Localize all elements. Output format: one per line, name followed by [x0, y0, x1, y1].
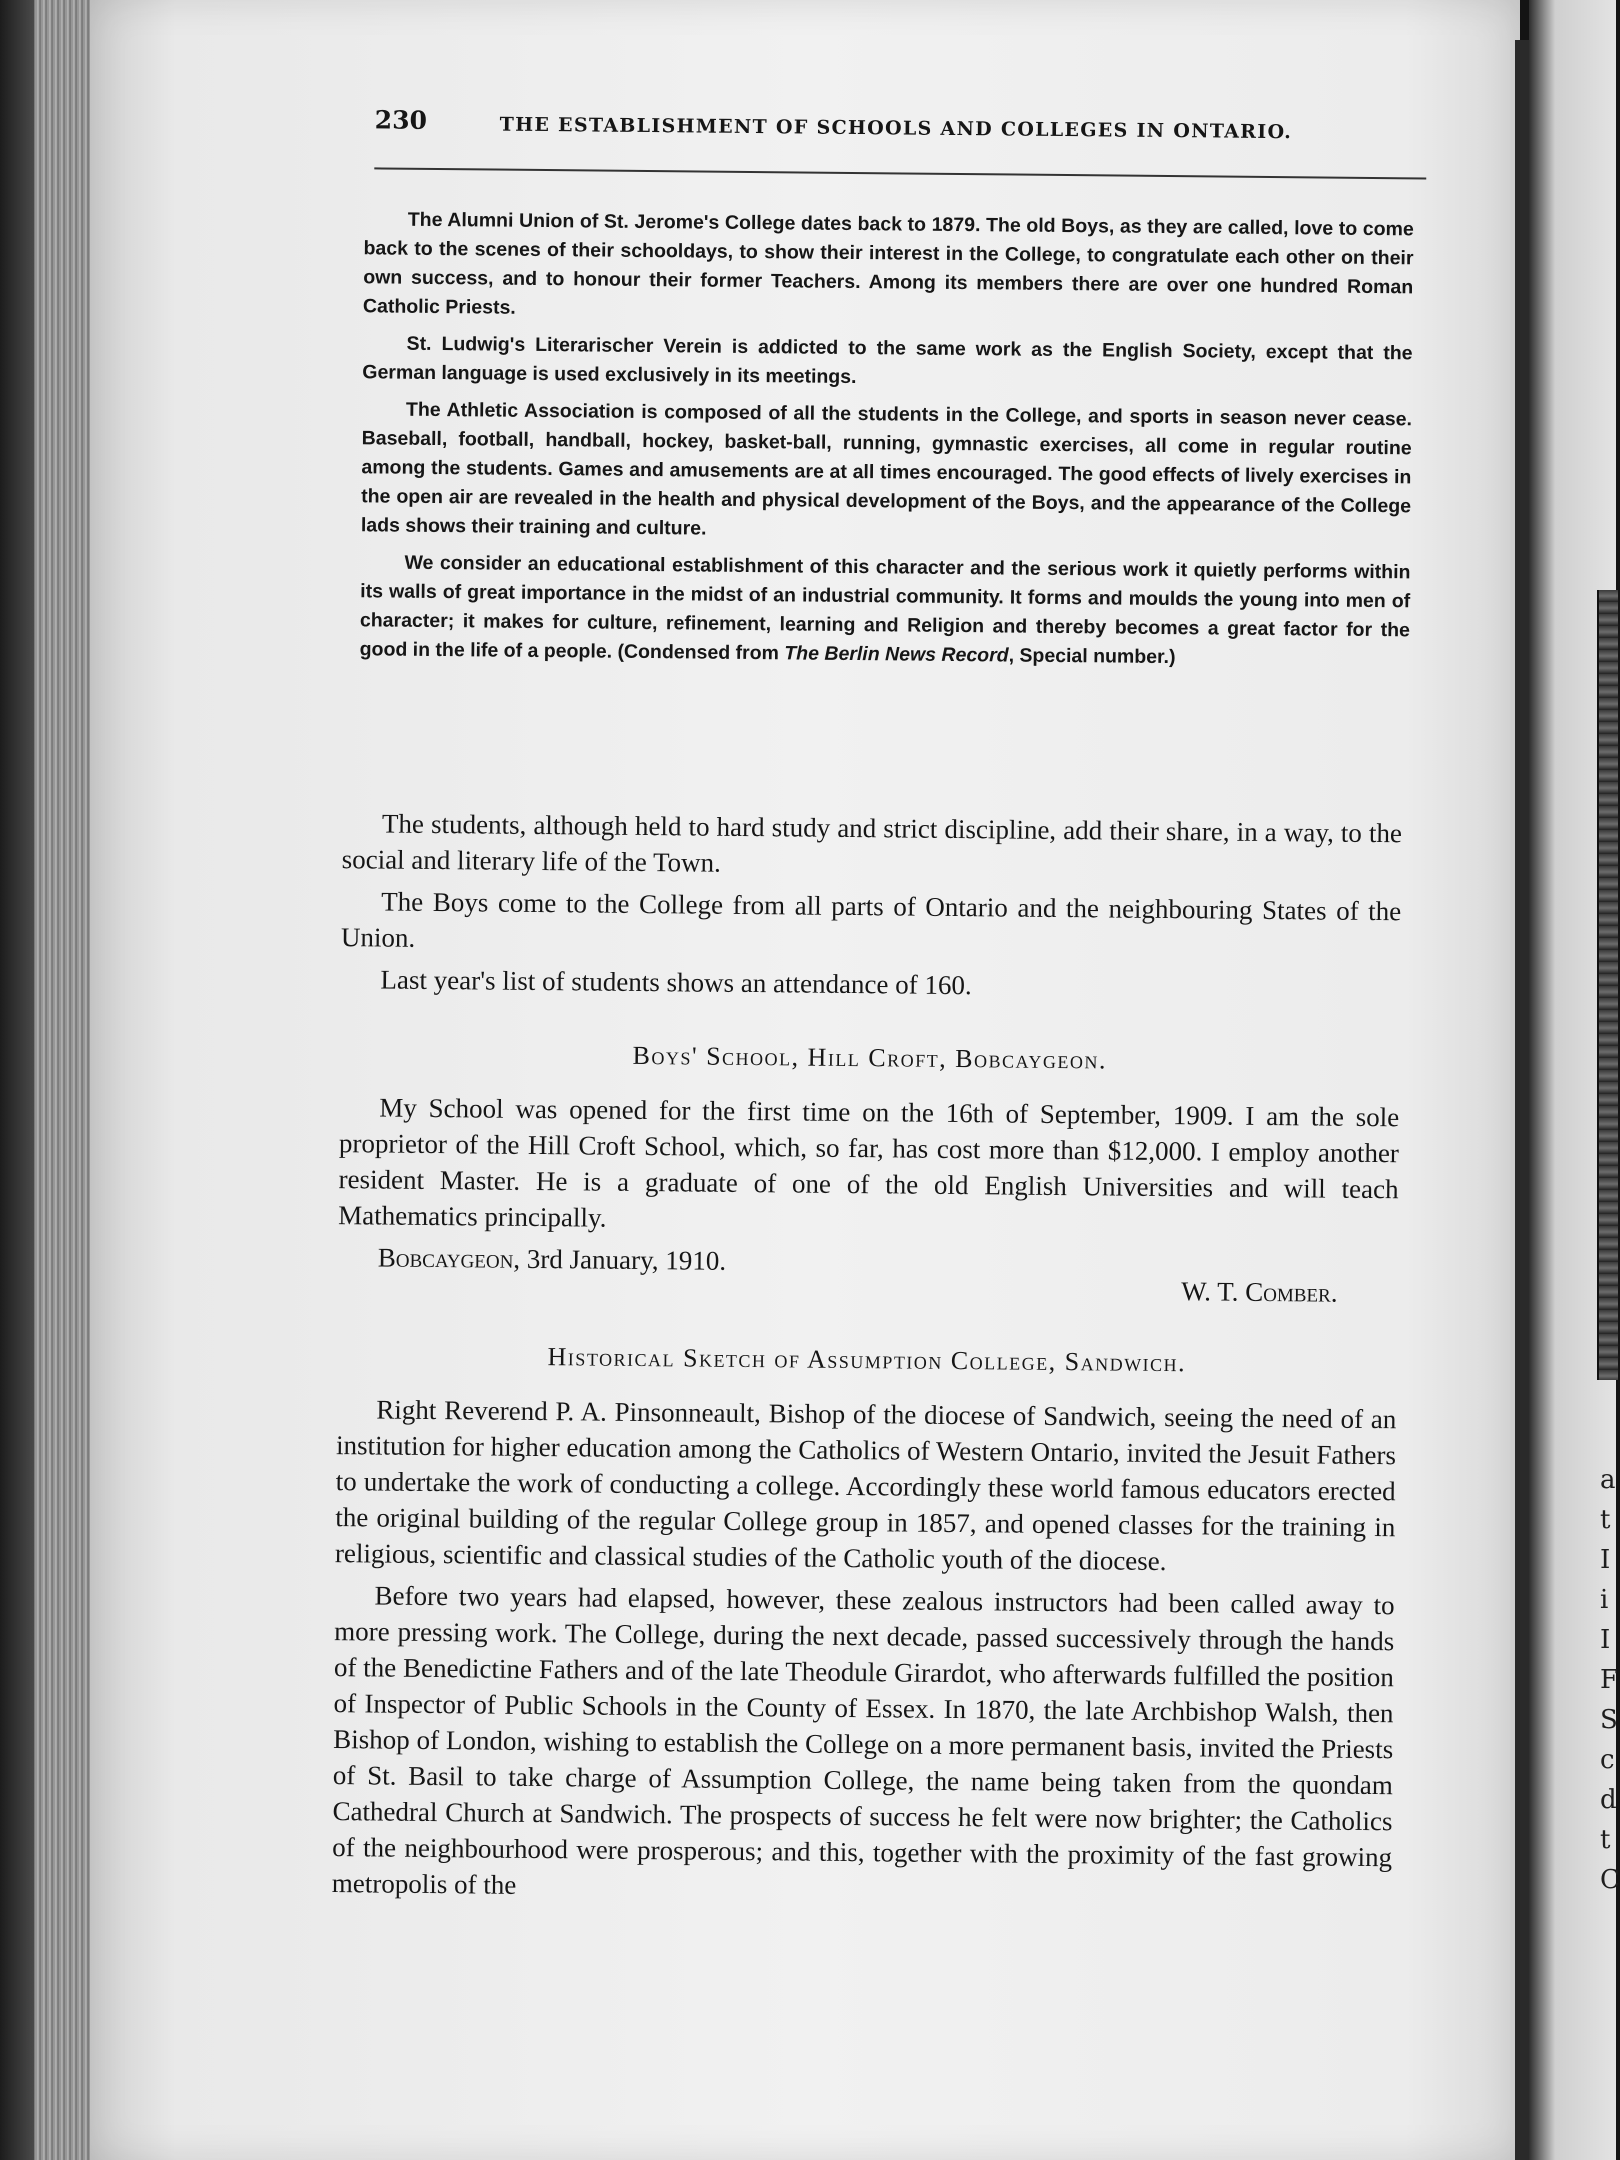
book-spine-shadow: [0, 0, 34, 2160]
facing-page-letter: i: [1600, 1585, 1609, 1615]
paragraph-educational-establishment: [360, 548, 1411, 674]
paragraph-students-discipline: The students, although held to hard study and strict discipline, add their share, in a way, to the social and literary life of the Town.: [341, 808, 1403, 878]
facing-page-letter: t: [1600, 1505, 1611, 1535]
paragraph-literarischer-verein: St. Ludwig's Literarischer Verein is addicted to the same work as the English Society, except that the German language is used exclusively in its meetings.: [362, 332, 1413, 389]
facing-page-photo-edge: [1597, 590, 1618, 1380]
paragraph-assumption-founding: Right Reverend P. A. Pinsonneault, Bishop of the diocese of Sandwich, seeing the need of an institution for higher education among the Catholics of Western Ontario, invited the Jesuit Fathers to undertake the work of conducting a college. Accordingly these world famous educators erected the original building of the regular College group in 1857, and opened classes for the training in religious, scientific and classical studies of the Catholic youth of the diocese.: [334, 1394, 1397, 1577]
signature-date: , 3rd January, 1910.: [513, 1243, 727, 1276]
facing-page-letter: c: [1600, 1745, 1615, 1775]
facing-page-letter: S: [1600, 1705, 1618, 1735]
educational-text: We consider an educational establishment of this character and the serious work it quietly performs within its walls of great importance in the midst of an industrial community. It forms and moulds the young into men of character; it makes for culture, refinement, learning and Religion and thereby becomes a great factor for the good in the life of a people. (Condensed from: [359, 551, 1411, 665]
signature-place: Bobcaygeon: [377, 1242, 514, 1274]
signer-surname: Comber.: [1245, 1276, 1338, 1308]
heading-hill-croft: Boys' School, Hill Croft, Bobcaygeon.: [632, 1040, 1108, 1075]
paragraph-students-origin: The Boys come to the College from all parts of Ontario and the neighbouring States of the Union.: [340, 886, 1402, 953]
source-title: The Berlin News Record: [784, 642, 1009, 667]
signer-initials: W. T.: [1181, 1276, 1246, 1307]
source-tail: , Special number.): [1008, 644, 1176, 669]
paragraph-hill-croft: My School was opened for the first time on the 16th of September, 1909. I am the sole proprietor of the Hill Croft School, which, so far, has cost more than $12,000. I employ another resident Master. He is a graduate of one of the old English Universities and will teach Mathematics principally.: [338, 1092, 1400, 1233]
facing-page-letter: F: [1600, 1665, 1619, 1695]
facing-page-letter: I: [1600, 1545, 1611, 1575]
signature-name: [1181, 1273, 1338, 1310]
page-number: 230: [374, 105, 428, 135]
main-text: [332, 805, 1403, 1917]
facing-page-letter: t: [1600, 1825, 1611, 1855]
paragraph-assumption-history: Before two years had elapsed, however, these zealous instructors had been called away to more pressing work. The College, during the next decade, passed successively through the hands of the Benedictine Fathers and of the late Theodule Girardot, who afterwards fulfilled the position of Inspector of Public Schools in the County of Essex. In 1870, the late Archbishop Walsh, then Bishop of London, wishing to establish the College on a more permanent basis, invited the Priests of St. Basil to take charge of Assumption College, the name being taken from the quondam Cathedral Church at Sandwich. The prospects of success he felt were now brighter; the Catholics of the neighbourhood were prosperous; and this, together with the proximity of the fast growing metropolis of the: [331, 1580, 1395, 1900]
signature-line: [337, 1239, 1398, 1309]
paragraph-students-attendance: Last year's list of students shows an attendance of 160.: [380, 964, 972, 1001]
signature-place-date: [378, 1239, 727, 1278]
facing-page-letter: a: [1600, 1465, 1616, 1495]
facing-page-letter: I: [1600, 1625, 1611, 1655]
facing-page-letter: d: [1600, 1785, 1617, 1815]
page-header: [335, 95, 1430, 156]
st-jeromes-section: [359, 205, 1413, 682]
running-title: THE ESTABLISHMENT OF SCHOOLS AND COLLEGES IN ONTARIO.: [499, 113, 1293, 144]
paragraph-athletic-association: The Athletic Association is composed of all the students in the College, and sports in season never cease. Baseball, football, handball, hockey, basket-ball, running, gymnastic exercises, all come in regular routine among the students. Games and amusements are at all times encouraged. The good effects of lively exercises in the open air are revealed in the health and physical development of the Boys, and the appearance of the College lads shows their training and culture.: [360, 398, 1413, 540]
book-gutter: [1515, 40, 1529, 2160]
paragraph-alumni-union: The Alumni Union of St. Jerome's College dates back to 1879. The old Boys, as they are called, love to come back to the scenes of their schooldays, to show their interest in the College, to congratulate each other on their own success, and to honour their former Teachers. Among its members there are over one hundred Roman Catholic Priests.: [362, 208, 1414, 319]
page-text-area: [331, 95, 1430, 1900]
facing-page-letter: C: [1600, 1865, 1620, 1895]
heading-assumption-college: Historical Sketch of Assumption College, Sandwich.: [547, 1342, 1187, 1378]
facing-page-letters: [1600, 1460, 1620, 1900]
